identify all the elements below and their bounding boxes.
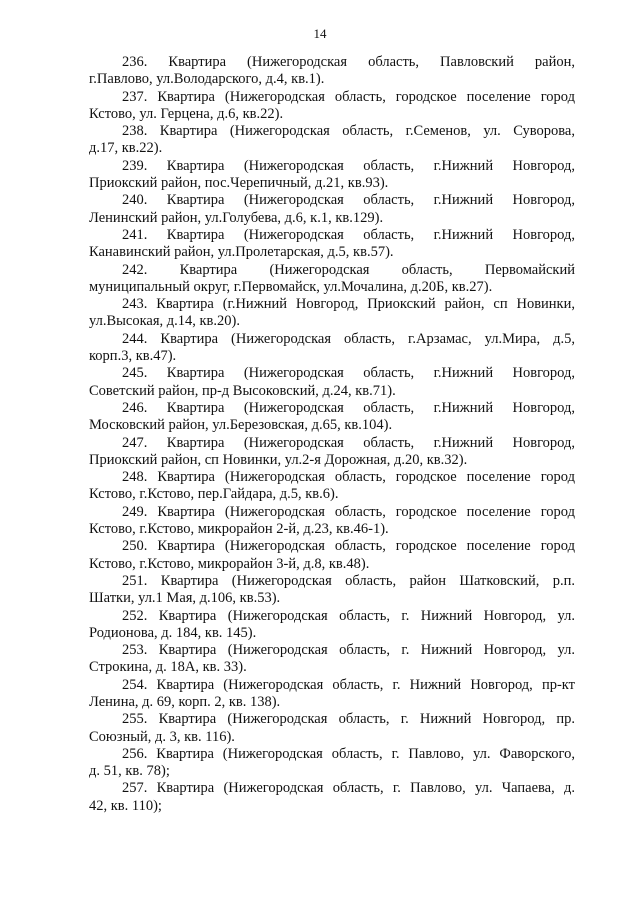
entry-line-1: 253. Квартира (Нижегородская область, г. Нижний Новгород, ул. xyxy=(122,642,575,659)
list-item xyxy=(89,677,575,712)
document-body xyxy=(89,54,575,815)
entry-line-2: Родионова, д. 184, кв. 145). xyxy=(89,624,257,641)
list-item xyxy=(89,711,575,746)
entry-line-2: Шатки, ул.1 Мая, д.106, кв.53). xyxy=(89,590,281,607)
entry-line-2: Приокский район, пос.Черепичный, д.21, кв.93). xyxy=(89,175,389,192)
page-number: 14 xyxy=(313,26,327,41)
entry-line-1: 244. Квартира (Нижегородская область, г.Арзамас, ул.Мира, д.5, xyxy=(122,330,575,347)
entry-line-1: 247. Квартира (Нижегородская область, г.Нижний Новгород, xyxy=(122,434,575,451)
entry-line-1: 245. Квартира (Нижегородская область, г.Нижний Новгород, xyxy=(122,365,575,382)
list-item xyxy=(89,227,575,262)
entry-line-1: 249. Квартира (Нижегородская область, городское поселение город xyxy=(122,503,575,520)
list-item xyxy=(89,54,575,89)
list-item xyxy=(89,331,575,366)
entry-line-1: 255. Квартира (Нижегородская область, г. Нижний Новгород, пр. xyxy=(122,711,575,728)
entry-line-2: Ленинский район, ул.Голубева, д.6, к.1, кв.129). xyxy=(89,209,384,226)
entry-line-1: 252. Квартира (Нижегородская область, г. Нижний Новгород, ул. xyxy=(122,607,575,624)
list-item xyxy=(89,435,575,470)
list-item xyxy=(89,573,575,608)
list-item xyxy=(89,504,575,539)
entry-line-1: 251. Квартира (Нижегородская область, район Шатковский, р.п. xyxy=(122,572,575,589)
entry-line-1: 256. Квартира (Нижегородская область, г. Павлово, ул. Фаворского, xyxy=(122,745,575,762)
entry-line-2: ул.Высокая, д.14, кв.20). xyxy=(89,313,240,330)
entry-line-2: корп.3, кв.47). xyxy=(89,348,177,365)
list-item xyxy=(89,296,575,331)
entry-line-2: Строкина, д. 18А, кв. 33). xyxy=(89,659,247,676)
entry-line-1: 246. Квартира (Нижегородская область, г.Нижний Новгород, xyxy=(122,399,575,416)
entry-line-1: 238. Квартира (Нижегородская область, г.Семенов, ул. Суворова, xyxy=(122,123,575,140)
entry-line-1: 237. Квартира (Нижегородская область, городское поселение город xyxy=(122,88,575,105)
entry-line-1: 254. Квартира (Нижегородская область, г. Нижний Новгород, пр-кт xyxy=(122,676,575,693)
entry-line-1: 236. Квартира (Нижегородская область, Павловский район, xyxy=(122,54,575,70)
entry-line-2: г.Павлово, ул.Володарского, д.4, кв.1). xyxy=(89,71,325,88)
entry-line-1: 239. Квартира (Нижегородская область, г.Нижний Новгород, xyxy=(122,157,575,174)
list-item xyxy=(89,365,575,400)
entry-line-1: 248. Квартира (Нижегородская область, городское поселение город xyxy=(122,469,575,486)
list-item xyxy=(89,538,575,573)
entry-line-2: Ленина, д. 69, корп. 2, кв. 138). xyxy=(89,693,281,710)
entry-line-2: 42, кв. 110); xyxy=(89,797,162,814)
entry-line-1: 250. Квартира (Нижегородская область, городское поселение город xyxy=(122,538,575,555)
list-item xyxy=(89,642,575,677)
entry-line-2: Кстово, г.Кстово, микрорайон 3-й, д.8, кв.48). xyxy=(89,555,370,572)
entry-line-1: 257. Квартира (Нижегородская область, г. Павлово, ул. Чапаева, д. xyxy=(122,780,575,797)
entry-line-2: Кстово, ул. Герцена, д.6, кв.22). xyxy=(89,105,284,122)
entry-line-2: Союзный, д. 3, кв. 116). xyxy=(89,728,235,745)
entry-line-2: Кстово, г.Кстово, микрорайон 2-й, д.23, кв.46-1). xyxy=(89,521,389,538)
entry-line-2: д. 51, кв. 78); xyxy=(89,763,170,780)
entry-line-2: д.17, кв.22). xyxy=(89,140,163,157)
list-item xyxy=(89,123,575,158)
entry-line-2: Канавинский район, ул.Пролетарская, д.5, кв.57). xyxy=(89,244,394,261)
list-item xyxy=(89,262,575,297)
entry-line-2: Приокский район, сп Новинки, ул.2-я Дорожная, д.20, кв.32). xyxy=(89,451,468,468)
list-item xyxy=(89,89,575,124)
entry-line-2: Кстово, г.Кстово, пер.Гайдара, д.5, кв.6). xyxy=(89,486,339,503)
list-item xyxy=(89,158,575,193)
entry-line-2: Советский район, пр-д Высоковский, д.24, кв.71). xyxy=(89,382,396,399)
entry-line-1: 243. Квартира (г.Нижний Новгород, Приокский район, сп Новинки, xyxy=(122,296,575,313)
list-item xyxy=(89,469,575,504)
entry-line-1: 240. Квартира (Нижегородская область, г.Нижний Новгород, xyxy=(122,192,575,209)
entry-line-1: 242. Квартира (Нижегородская область, Первомайский xyxy=(122,261,575,278)
list-item xyxy=(89,780,575,815)
list-item xyxy=(89,400,575,435)
entry-line-2: Московский район, ул.Березовская, д.65, кв.104). xyxy=(89,417,393,434)
entry-line-1: 241. Квартира (Нижегородская область, г.Нижний Новгород, xyxy=(122,226,575,243)
list-item xyxy=(89,746,575,781)
entry-line-2: муниципальный округ, г.Первомайск, ул.Мочалина, д.20Б, кв.27). xyxy=(89,278,493,295)
list-item xyxy=(89,192,575,227)
list-item xyxy=(89,608,575,643)
